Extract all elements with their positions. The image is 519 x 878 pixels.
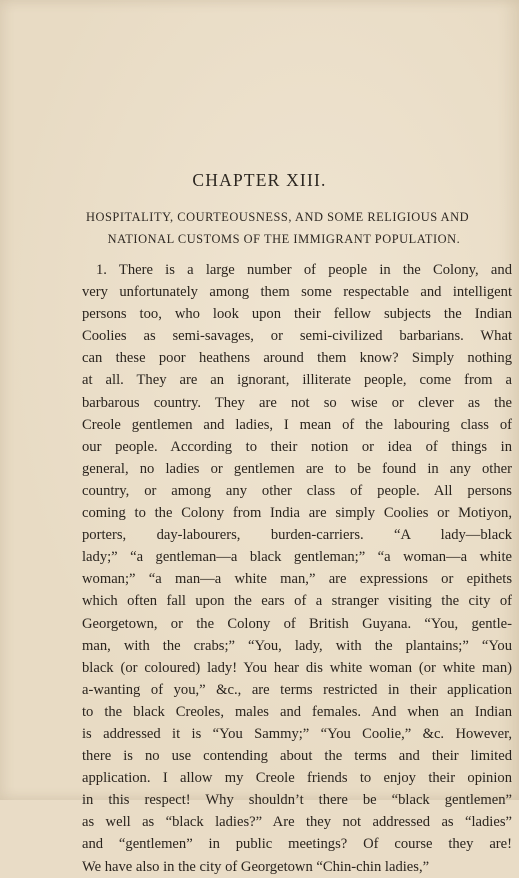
text-line: as well as “black ladies?” Are they not addressed as “ladies”	[82, 814, 512, 831]
text-line: Coolies as semi-savages, or semi-civilized barbarians. What	[82, 328, 512, 345]
text-line: 1. There is a large number of people in the Colony, and	[96, 262, 512, 278]
text-line: and “gentlemen” in public meetings? Of course they are!	[82, 836, 512, 853]
text-line: We have also in the city of Georgetown “Chin-chin ladies,”	[82, 858, 430, 875]
text-line: black (or coloured) lady! You hear dis white woman (or white man)	[82, 659, 512, 676]
text-line: application. I allow my Creole friends to enjoy their opinion	[82, 770, 512, 787]
text-line: can these poor heathens around them know? Simply nothing	[82, 350, 512, 367]
text-line: which often fall upon the ears of a stranger visiting the city of	[82, 593, 512, 610]
text-line: very unfortunately among them some respectable and intelligent	[82, 284, 512, 301]
text-line: porters, day-labourers, burden-carriers. “A lady—black	[82, 527, 512, 544]
text-line: is addressed it is “You Sammy;” “You Coolie,” &c. However,	[82, 725, 512, 742]
text-line: woman;” “a man—a white man,” are expressions or epithets	[82, 571, 512, 588]
text-line: lady;” “a gentleman—a black gentleman;” “a woman—a white	[82, 549, 512, 566]
text-line: country, or among any other class of people. All persons	[82, 482, 512, 499]
section-heading-line-1: HOSPITALITY, COURTEOUSNESS, AND SOME RELIGIOUS AND	[86, 210, 470, 224]
body-paragraph	[82, 259, 512, 878]
text-line: at all. They are an ignorant, illiterate people, come from a	[82, 372, 512, 389]
section-heading-line-2: NATIONAL CUSTOMS OF THE IMMIGRANT POPULATION.	[107, 232, 461, 246]
text-line: our people. According to their notion or idea of things in	[82, 438, 512, 455]
chapter-title: CHAPTER XIII.	[192, 170, 327, 190]
text-line: barbarous country. They are not so wise or clever as the	[82, 394, 512, 411]
text-line: persons too, who look upon their fellow subjects the Indian	[82, 306, 512, 323]
text-line: man, with the crabs;” “You, lady, with the plantains;” “You	[82, 637, 512, 654]
text-line: a-wanting of you,” &c., are terms restricted in their application	[82, 681, 512, 698]
text-line: general, no ladies or gentlemen are to be found in any other	[82, 460, 512, 477]
text-line: to the black Creoles, males and females. And when an Indian	[82, 703, 512, 720]
text-line: Creole gentlemen and ladies, I mean of the labouring class of	[82, 416, 512, 433]
text-line: in this respect! Why shouldn’t there be “black gentlemen”	[82, 792, 512, 809]
text-line: there is no use contending about the terms and their limited	[82, 748, 512, 765]
section-heading	[78, 206, 510, 250]
text-line: Georgetown, or the Colony of British Guyana. “You, gentle-	[82, 615, 512, 632]
text-line: coming to the Colony from India are simply Coolies or Motiyon,	[82, 505, 512, 522]
